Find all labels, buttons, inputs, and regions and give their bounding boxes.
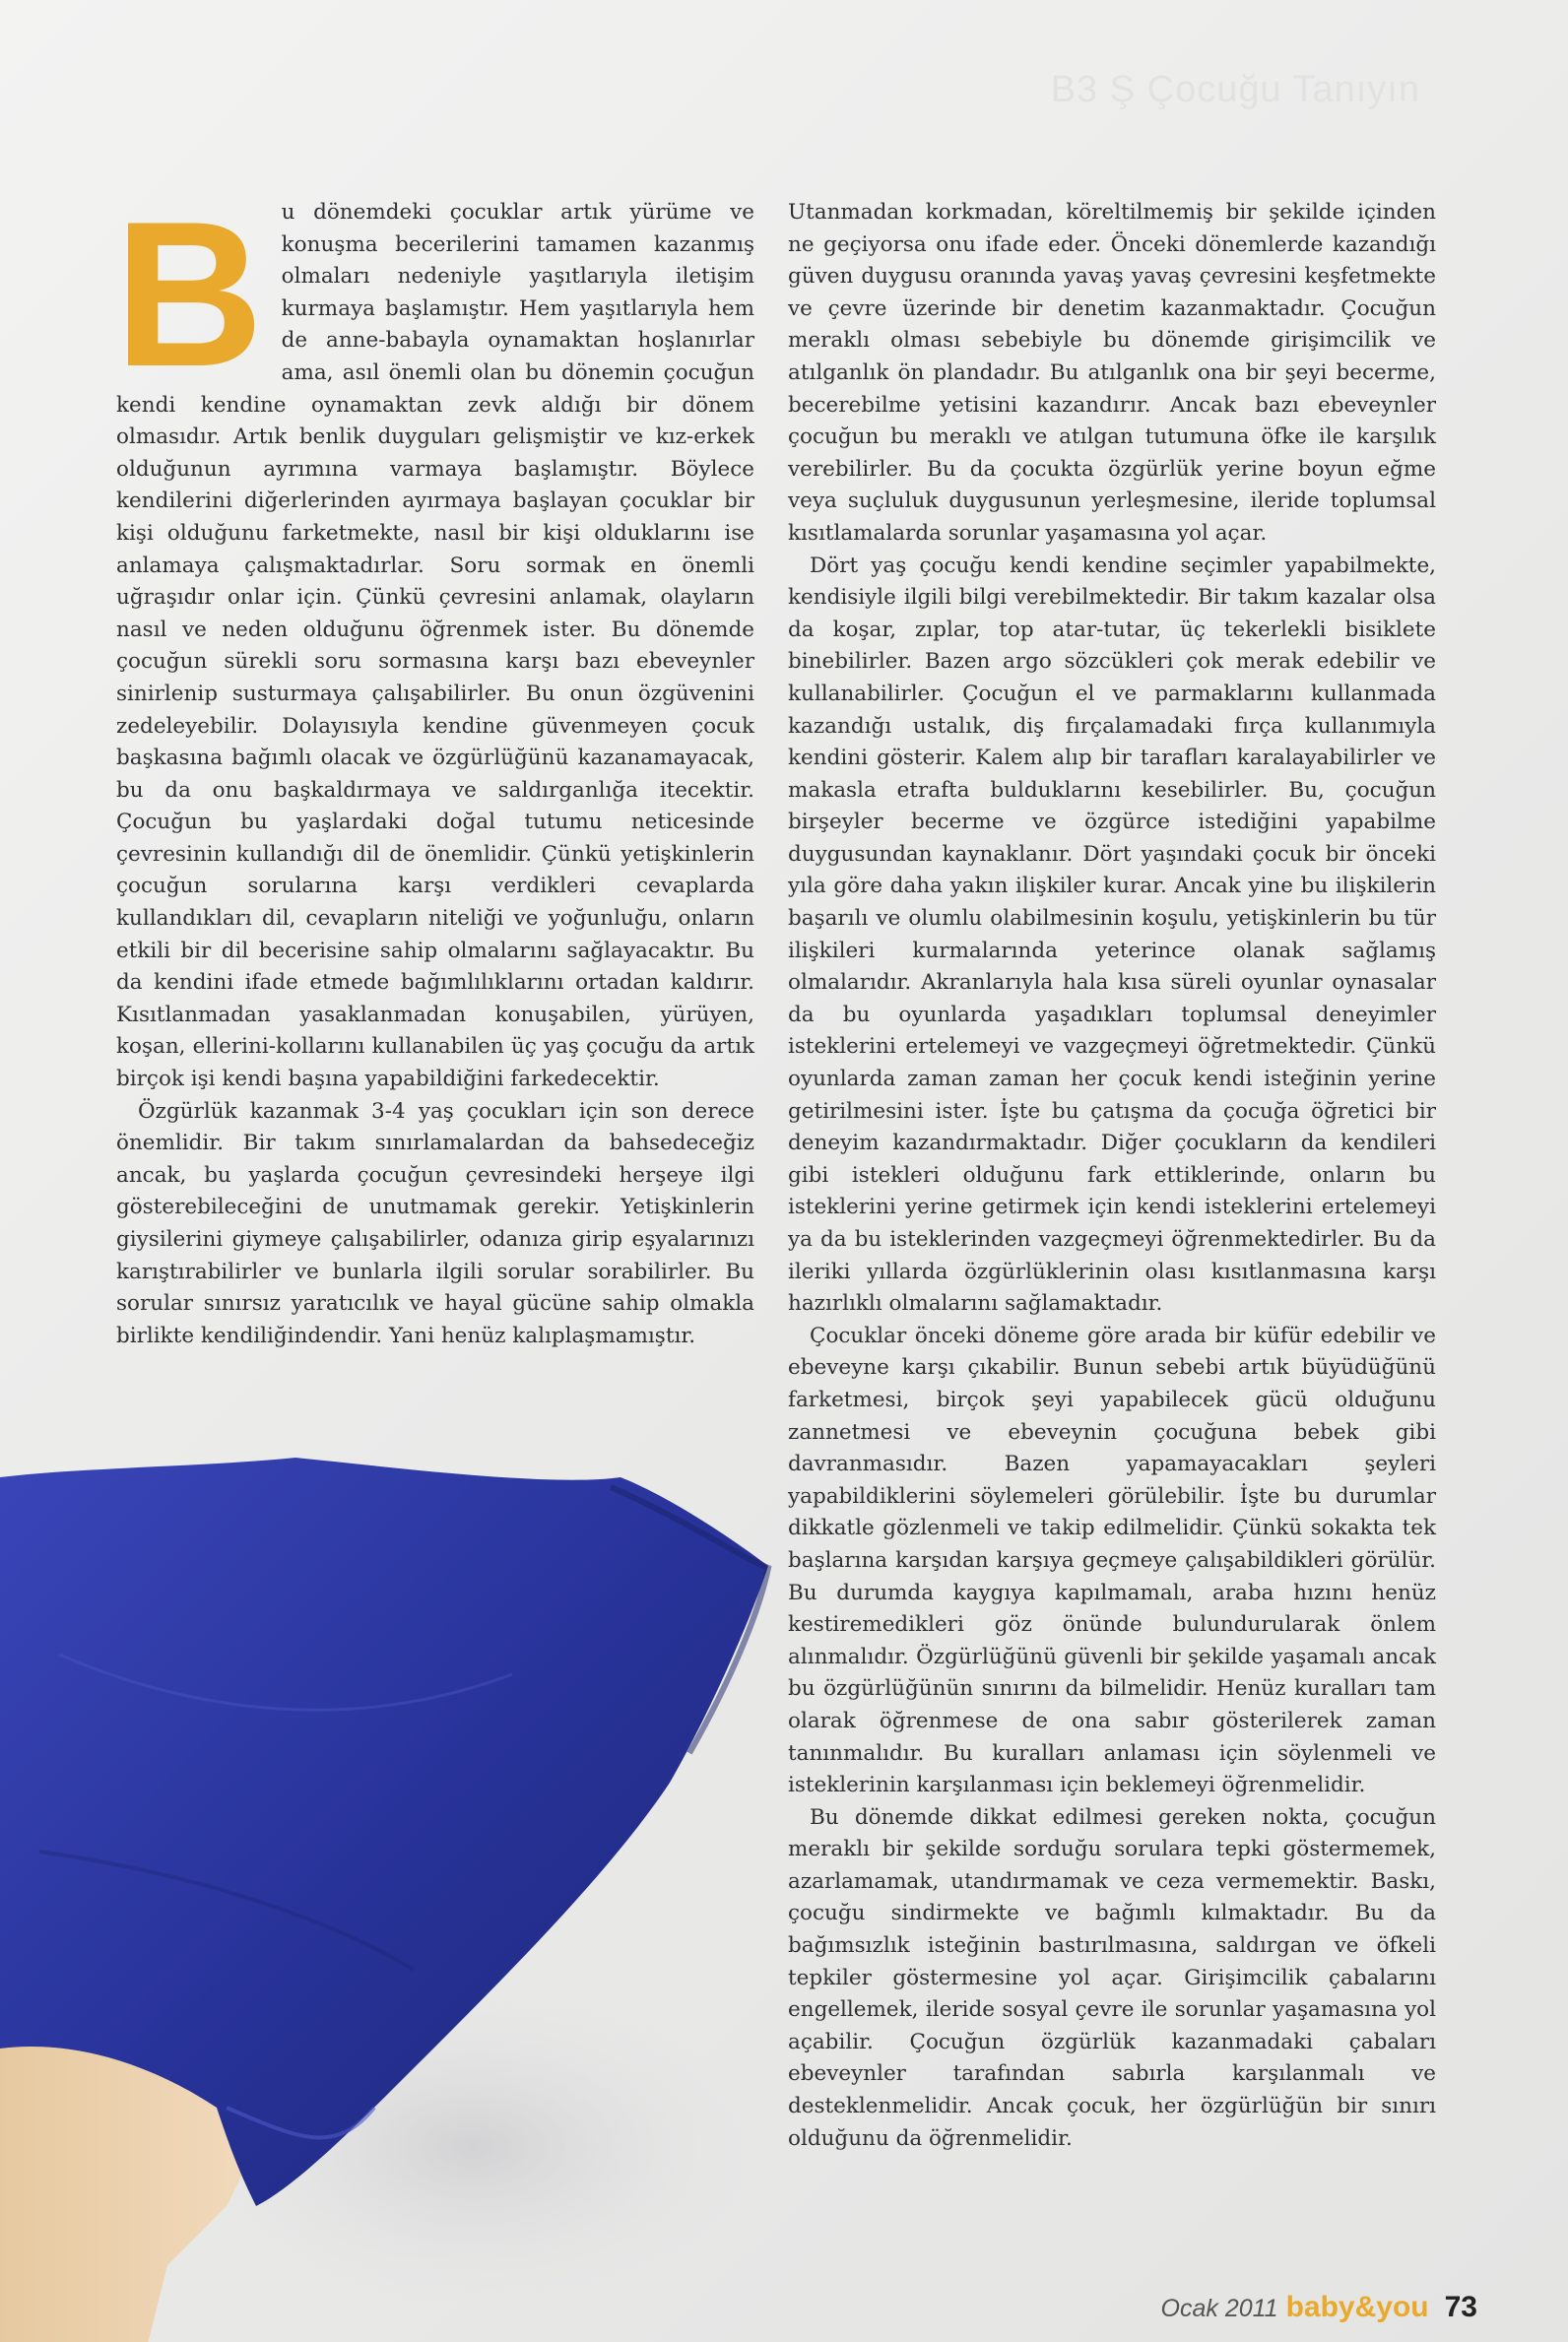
magazine-brand: baby&you	[1285, 2291, 1429, 2323]
page-number: 73	[1444, 2291, 1477, 2323]
faded-header-text: B3 Ş Çocuğu Tanıyın	[1050, 69, 1420, 110]
drop-cap: B	[114, 178, 264, 410]
right-paragraph-2: Dört yaş çocuğu kendi kendine seçimler yapabilmekte, kendisiyle ilgili bilgi verebilmektedir. Bir takım kazalar olsa da koşar, zıplar, top atar-tutar, üç tekerlekli bisiklete binebilirler. Bazen argo sözcükleri çok merak edebilir ve kullanabilirler. Çocuğun el ve parmaklarını kullanmada kazandığı ustalık, diş fırçalamadaki fırça kullanımıyla kendini gösterir. Kalem alıp bir tarafları karalayabilirler ve makasla etrafta bulduklarını kesebilirler. Bu, çocuğun birşeyler becerme ve özgürce istediğini yapabilme duygusundan kaynaklanır. Dört yaşındaki çocuk bir önceki yıla göre daha yakın ilişkiler kurar. Ancak yine bu ilişkilerin başarılı ve olumlu olabilmesinin koşulu, yetişkinlerin bu tür ilişkileri kurmalarında yeterince olanak sağlamış olmalarıdır. Akranlarıyla hala kısa süreli oyunlar oynasalar da bu oyunlarda yaşadıkları toplumsal deneyimler isteklerini ertelemeyi ve vazgeçmeyi öğretmektedir. Çünkü oyunlarda zaman zaman her çocuk kendi isteğinin yerine getirilmesini ister. İşte bu çatışma da çocuğa öğretici bir deneyim kazandırmaktadır. Diğer çocukların da kendileri gibi istekleri olduğunu fark ettiklerinde, onların bu isteklerini yerine getirmek için kendi isteklerini ertelemeyi ya da bu isteklerinden vazgeçmeyi öğrenmektedirler. Bu da ileriki yıllarda özgürlüklerinin olası kısıtlanmasına karşı hazırlıklı olmalarını sağlamaktadır.	[788, 553, 1436, 1317]
left-column	[114, 178, 754, 1352]
right-paragraph-3: Çocuklar önceki döneme göre arada bir küfür edebilir ve ebeveyne karşı çıkabilir. Bunun sebebi artık büyüdüğünü farketmesi, birçok şeyi yapabilecek gücü olduğunu zannetmesi ve ebeveynin çocuğuna bebek gibi davranmasıdır. Bazen yapamayacakları şeyleri yapabildiklerini söylemeleri görülebilir. İşte bu durumlar dikkatle gözlenmeli ve takip edilmelidir. Çünkü sokakta tek başlarına karşıdan karşıya geçmeye çalışabildikleri görülür. Bu durumda kaygıya kapılmamalı, araba hızını henüz kestiremedikleri göz önünde bulundurularak önlem alınmalıdır. Özgürlüğünü güvenli bir şekilde yaşamalı ancak bu özgürlüğünün sınırını da bilmelidir. Henüz kuralları tam olarak öğrenmese de ona sabır gösterilerek zaman tanınmalıdır. Bu kuralları anlaması için söylenmeli ve isteklerinin karşılanması için beklemeyi öğrenmelidir.	[788, 1323, 1436, 1798]
left-paragraph-2: Özgürlük kazanmak 3-4 yaş çocukları için son derece önemlidir. Bir takım sınırlamalardan da bahsedeceğiz ancak, bu yaşlarda çocuğun çevresindeki herşeye ilgi gösterebileceğini de unutmamak gerekir. Yetişkinlerin giysilerini giymeye çalışabilirler, odanıza girip eşyalarınızı karıştırabilirler ve bunlarla ilgili sorular sorabilirler. Bu sorular sınırsız yaratıcılık ve hayal gücüne sahip olmakla birlikte kendiliğindendir. Yani henüz kalıplaşmamıştır.	[116, 1098, 754, 1348]
right-paragraph-4: Bu dönemde dikkat edilmesi gereken nokta, çocuğun meraklı bir şekilde sorduğu sorulara tepki göstermemek, azarlamamak, utandırmamak ve ceza vermemektir. Baskı, çocuğu sindirmekte ve bağımlı kılmaktadır. Bu da bağımsızlık isteğinin bastırılmasına, saldırgan ve öfkeli tepkiler göstermesine yol açar. Girişimcilik çabalarını engellemek, ileride sosyal çevre ile sorunlar yaşamasına yol açabilir. Çocuğun özgürlük kazanmadaki çabaları ebeveynler tarafından sabırla karşılanmalı ve desteklenmelidir. Ancak çocuk, her özgürlüğün bir sınırı olduğunu da öğrenmelidir.	[788, 1804, 1436, 2151]
child-leg-jeans-photo	[0, 1458, 788, 2342]
page-footer	[1161, 2291, 1477, 2324]
issue-date: Ocak 2011	[1160, 2295, 1278, 2322]
right-paragraph-1: Utanmadan korkmadan, köreltilmemiş bir şekilde içinden ne geçiyorsa onu ifade eder. Önceki dönemlerde kazandığı güven duygusu oranında yavaş yavaş çevresini keşfetmekte ve çevre üzerinde bir denetim kazanmaktadır. Çocuğun meraklı olması sebebiyle bu dönemde girişimcilik ve atılganlık ön plandadır. Bu atılganlık ona bir şeyi becerme, becerebilme yetisini kazandırır. Ancak bazı ebeveynler çocuğun bu meraklı ve atılgan tutumuna öfke ile karşılık verebilirler. Bu da çocukta özgürlük yerine boyun eğme veya suçluluk duygusunun yerleşmesine, ileride toplumsal kısıtlamalarda sorunlar yaşamasına yol açar.	[788, 200, 1436, 546]
left-paragraph-1-text: u dönemdeki çocuklar artık yürüme ve konuşma becerilerini tamamen kazanmış olmaları nedeniyle yaşıtlarıyla iletişim kurmaya başlamıştır. Hem yaşıtlarıyla hem de anne-babayla oynamaktan hoşlanırlar ama, asıl önemli olan bu dönemin çocuğun kendi kendine oynamaktan zevk aldığı bir dönem olmasıdır. Artık benlik duyguları gelişmiştir ve kız-erkek olduğunun ayrımına varmaya başlamıştır. Böylece kendilerini diğerlerinden ayırmaya başlayan çocuklar bir kişi olduğunu farketmekte, nasıl bir kişi olduklarını ise anlamaya çalışmaktadırlar. Soru sormak en önemli uğraşıdır onlar için. Çünkü çevresini anlamak, olayların nasıl ve neden olduğunu öğrenmek ister. Bu dönemde çocuğun sürekli soru sormasına karşı bazı ebeveynler sinirlenip susturmaya çalışabilirler. Bu onun özgüvenini zedeleyebilir. Dolayısıyla kendine güvenmeyen çocuk başkasına bağımlı olacak ve özgürlüğünü kazanamayacak, bu da onu başkaldırmaya ve saldırganlığa itecektir. Çocuğun bu yaşlardaki doğal tutumu neticesinde çevresinin kullandığı dil de önemlidir. Çünkü yetişkinlerin çocuğun sorularına karşı verdikleri cevaplarda kullandıkları dil, cevapların niteliği ve yoğunluğu, onların etkili bir dil becerisine sahip olmalarını sağlayacaktır. Bu da kendini ifade etmede bağımlılıklarını ortadan kaldırır. Kısıtlanmadan yasaklanmadan konuşabilen, yürüyen, koşan, ellerini-kollarını kullanabilen üç yaş çocuğu da artık birçok işi kendi başına yapabildiğini farkedecektir.	[116, 200, 754, 1092]
left-paragraph-1	[114, 178, 754, 1096]
right-column	[788, 197, 1436, 2155]
